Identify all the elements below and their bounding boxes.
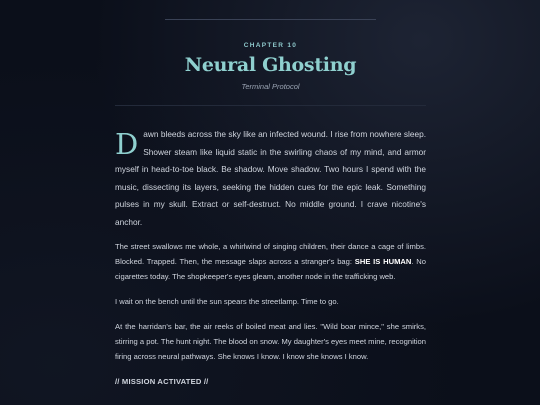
paragraph-4: At the harridan's bar, the air reeks of boiled meat and lies. "Wild boar mince," she smirks, stirring a pot. The hunt night. The blood on snow. My daughter's eyes meet mine, recognition firing across neural pathways. She knows I know. I know she knows I know. xyxy=(115,322,426,361)
paragraph-1 xyxy=(115,126,426,231)
paragraph-2 xyxy=(115,239,426,284)
paragraph-2-text-after: . No cigarettes today. The shopkeeper's eyes gleam, another node in the trafficking web. xyxy=(115,257,426,281)
chapter-body xyxy=(115,126,426,399)
chapter-subtitle: Terminal Protocol xyxy=(241,82,300,91)
chapter-title: Neural Ghosting xyxy=(184,54,357,76)
header-divider xyxy=(115,105,426,106)
mission-status: // MISSION ACTIVATED // xyxy=(115,377,209,386)
reader-page[interactable] xyxy=(115,0,426,405)
top-divider xyxy=(165,19,376,20)
paragraph-2-text-before: The street swallows me whole, a whirlwind of singing children, their dance a cage of limbs. Blocked. Trapped. Then, the message slaps across a stranger's bag: xyxy=(115,242,426,266)
paragraph-3: I wait on the bench until the sun spears the streetlamp. Time to go. xyxy=(115,297,339,306)
drop-cap: D xyxy=(115,127,139,161)
chapter-label: CHAPTER 10 xyxy=(243,42,298,49)
paragraph-2-emphasis: SHE IS HUMAN xyxy=(354,257,412,266)
paragraph-1-text: awn bleeds across the sky like an infected wound. I rise from nowhere sleep. Shower steam like liquid static in the swirling chaos of my mind, and armor myself in head-to-toe black. Be shadow. Move shadow. Two hours I spend with the music, dissecting its layers, seeking the hidden cues for the epic leak. Something pulses in my skull. Extract or self-destruct. No middle ground. I crave nicotine's anchor. xyxy=(115,129,426,227)
